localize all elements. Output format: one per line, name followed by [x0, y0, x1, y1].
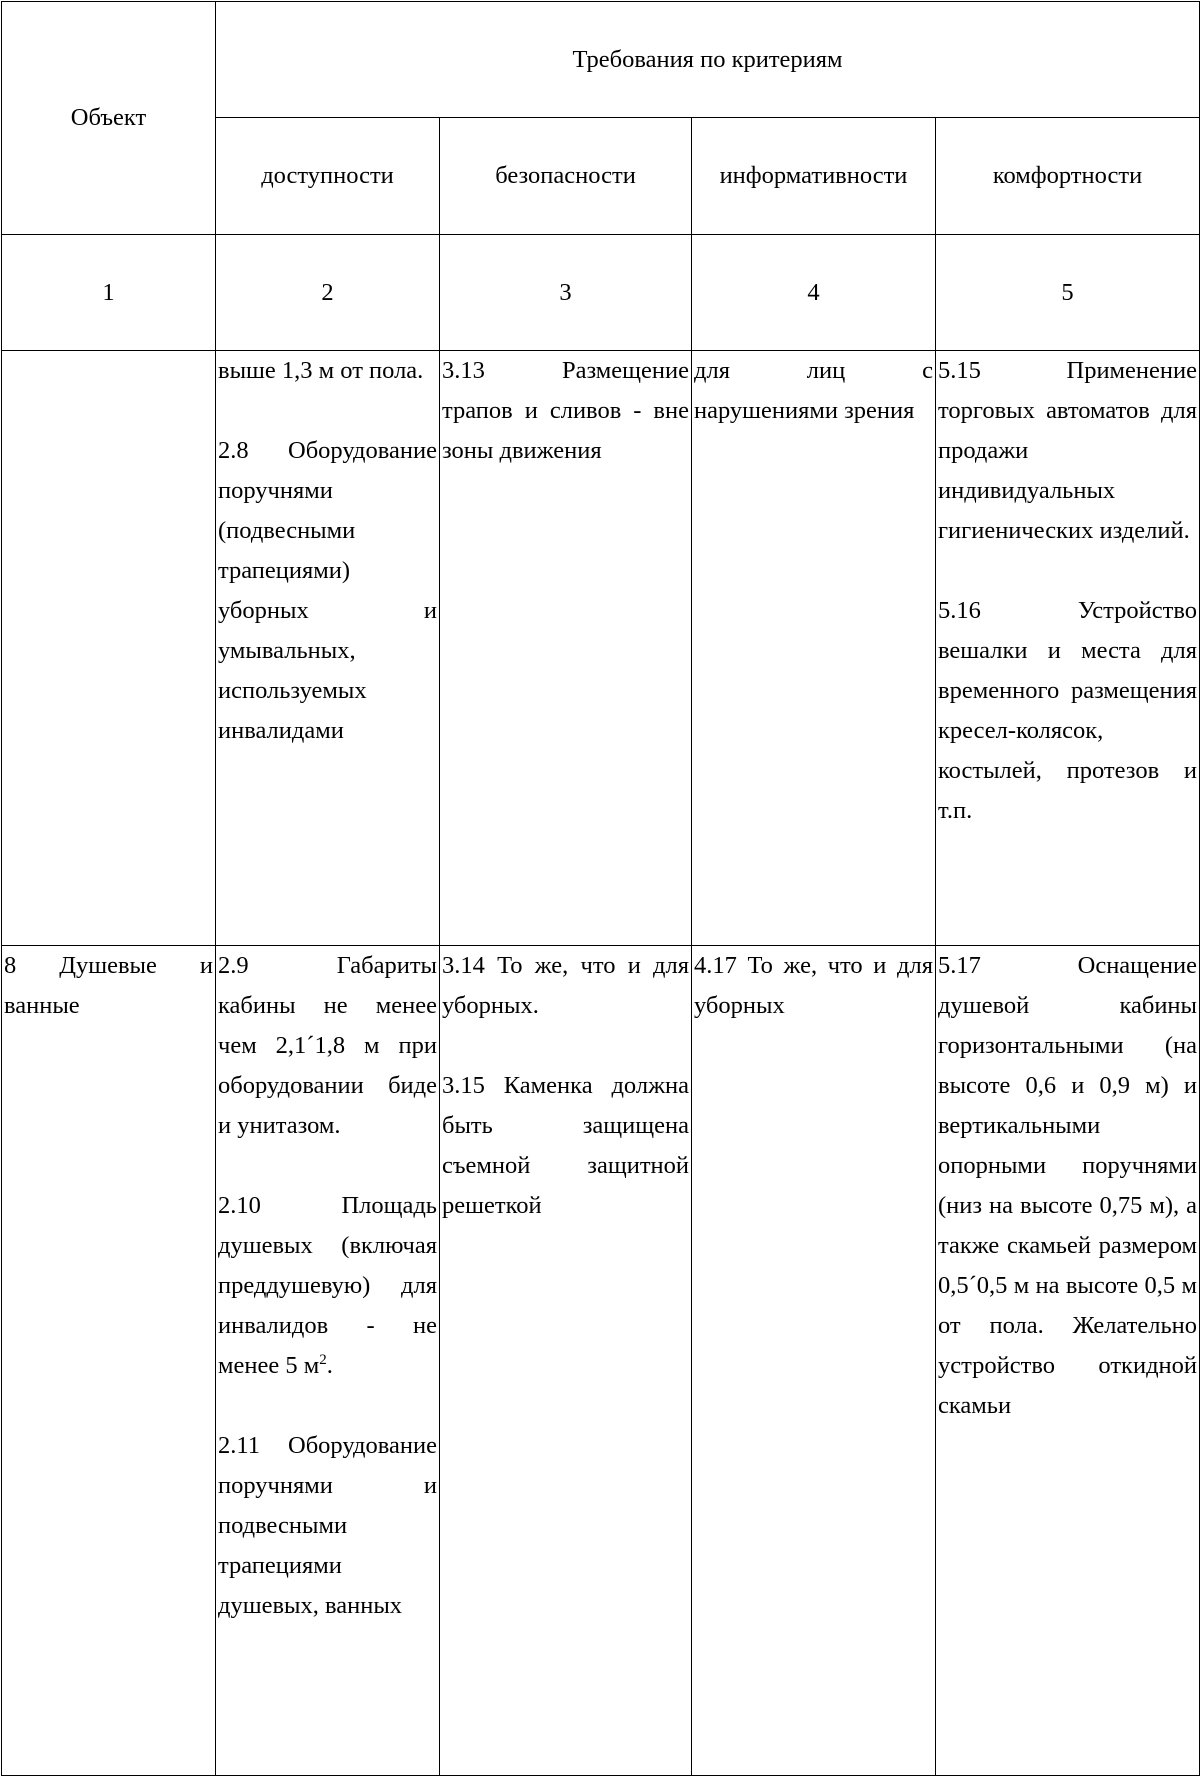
requirements-table — [1, 1, 1200, 1776]
header-criterion-accessibility: доступности — [216, 118, 440, 235]
column-number: 2 — [216, 235, 440, 351]
clause-text: 4.17 То же, что и для уборных — [694, 952, 933, 1019]
clause-text: 5.15 Применение торговых автоматов для продажи индивидуальных гигиенических изделий. — [938, 357, 1198, 544]
clause-text: 2.9 Габариты кабины не менее чем 2,1´1,8 м при оборудовании биде и унитазом. — [218, 952, 437, 1139]
header-row-top — [2, 2, 1200, 118]
clause-text: 3.14 То же, что и для уборных. — [442, 952, 689, 1019]
table-row — [2, 351, 1200, 946]
clause-text: 3.15 Каменка должна быть защищена съемной защитной решеткой — [442, 1072, 689, 1219]
header-requirements: Требования по критериям — [216, 2, 1200, 118]
cell-safety — [440, 946, 692, 1776]
clause-text-main: 2.10 Площадь душевых (включая преддушевую) для инвалидов - не менее 5 м — [218, 1192, 437, 1379]
cell-informativeness — [692, 946, 936, 1776]
cell-safety — [440, 351, 692, 946]
column-number: 1 — [2, 235, 216, 351]
clause-text: 2.11 Оборудование поручнями и подвесными трапециями душевых, ванных — [218, 1432, 437, 1619]
clause-text: выше 1,3 м от пола. — [218, 357, 424, 384]
column-number: 3 — [440, 235, 692, 351]
cell-accessibility — [216, 946, 440, 1776]
table-row — [2, 946, 1200, 1776]
column-number: 5 — [936, 235, 1200, 351]
header-criterion-safety: безопасности — [440, 118, 692, 235]
header-criterion-comfort: комфортности — [936, 118, 1200, 235]
header-row-numbers — [2, 235, 1200, 351]
clause-text: 3.13 Размещение трапов и сливов - вне зоны движения — [442, 357, 689, 464]
clause-text — [218, 1186, 437, 1386]
clause-text-end: . — [326, 1352, 333, 1379]
cell-accessibility — [216, 351, 440, 946]
cell-informativeness — [692, 351, 936, 946]
header-criterion-informativeness: информативности — [692, 118, 936, 235]
clause-text: 5.16 Устройство вешалки и места для временного размещения кресел-колясок, костылей, протезов и т.п. — [938, 597, 1198, 824]
header-object: Объект — [2, 2, 216, 235]
clause-text: 5.17 Оснащение душевой кабины горизонтальными (на высоте 0,6 и 0,9 м) и вертикальными опорными поручнями (низ на высоте 0,75 м), а также скамьей размером 0,5´0,5 м на высоте 0,5 м от пола. Желательно устройство откидной скамьи — [938, 952, 1198, 1419]
cell-comfort — [936, 946, 1200, 1776]
object-label: 8 Душевые и ванные — [4, 952, 213, 1019]
row-object — [2, 946, 216, 1776]
clause-text: для лиц с нарушениями зрения — [694, 357, 933, 424]
column-number: 4 — [692, 235, 936, 351]
row-object — [2, 351, 216, 946]
clause-text: 2.8 Оборудование поручнями (подвесными трапециями) уборных и умывальных, используемых инвалидами — [218, 437, 437, 744]
superscript: 2 — [319, 1351, 327, 1368]
cell-comfort — [936, 351, 1200, 946]
